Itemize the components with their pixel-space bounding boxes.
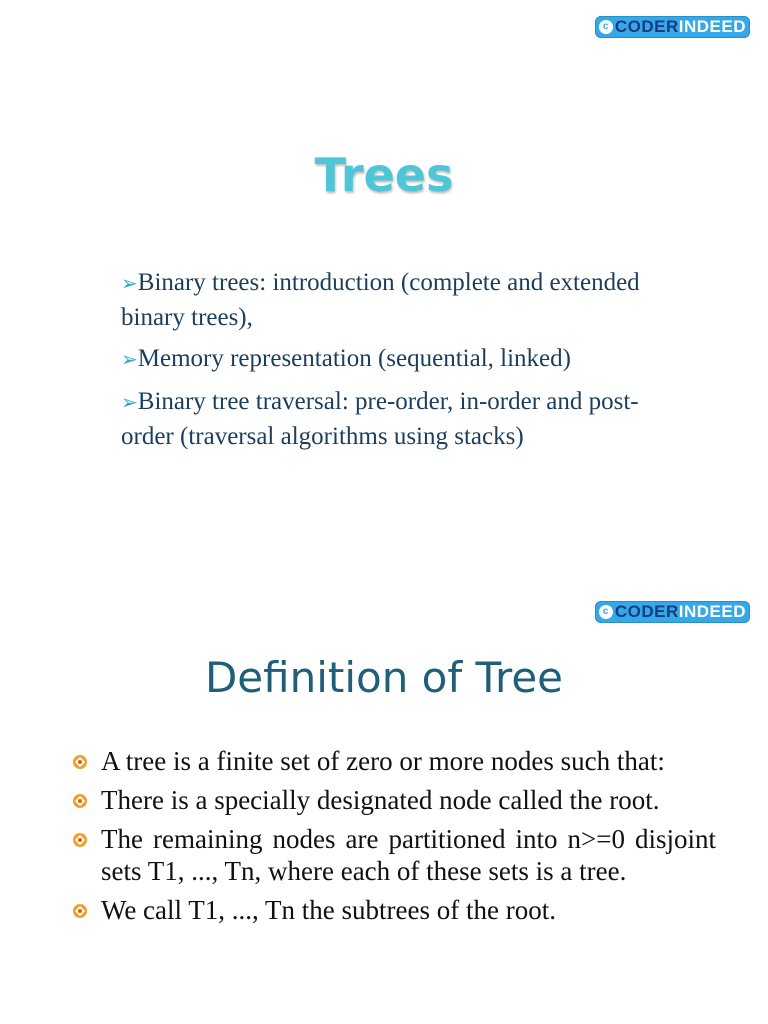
topic-list <box>121 266 691 461</box>
arrow-bullet-icon: ➢ <box>121 273 138 295</box>
definition-text: There is a specially designated node called the root. <box>101 785 660 815</box>
definition-text: A tree is a finite set of zero or more nodes such that: <box>101 746 665 776</box>
topic-text: Binary tree traversal: pre-order, in-order and post-order (traversal algorithms using stacks) <box>121 388 639 450</box>
topic-item <box>121 342 691 377</box>
topic-text: Memory representation (sequential, linked) <box>137 345 571 372</box>
slide-title: Trees <box>314 148 454 202</box>
logo-mark-icon: c <box>599 20 613 34</box>
diamond-bullet-icon <box>72 793 88 809</box>
topic-item <box>121 385 691 453</box>
logo-text-coder: CODER <box>614 17 679 36</box>
definition-item <box>72 745 716 777</box>
topic-item <box>121 266 691 334</box>
slide-title: Definition of Tree <box>204 653 564 702</box>
definition-text: We call T1, ..., Tn the subtrees of the root. <box>101 895 556 925</box>
diamond-bullet-icon <box>72 903 88 919</box>
logo-text-coder: CODER <box>614 602 679 621</box>
diamond-bullet-icon <box>72 832 88 848</box>
arrow-bullet-icon: ➢ <box>121 349 138 371</box>
definition-text: The remaining nodes are partitioned into n>=0 disjoint sets T1, ..., Tn, where each of these sets is a tree. <box>101 824 716 886</box>
logo-text-indeed: INDEED <box>678 602 746 621</box>
coderindeed-logo <box>595 601 750 623</box>
diamond-bullet-icon <box>72 754 88 770</box>
logo-text-indeed: INDEED <box>678 17 746 36</box>
definition-list <box>72 745 716 933</box>
arrow-bullet-icon: ➢ <box>121 392 138 414</box>
slide-definition <box>0 585 768 1024</box>
coderindeed-logo <box>595 16 750 38</box>
definition-item <box>72 823 716 887</box>
definition-item <box>72 894 716 926</box>
logo-mark-icon: c <box>599 605 613 619</box>
definition-item <box>72 784 716 816</box>
topic-text: Binary trees: introduction (complete and extended binary trees), <box>121 269 640 331</box>
